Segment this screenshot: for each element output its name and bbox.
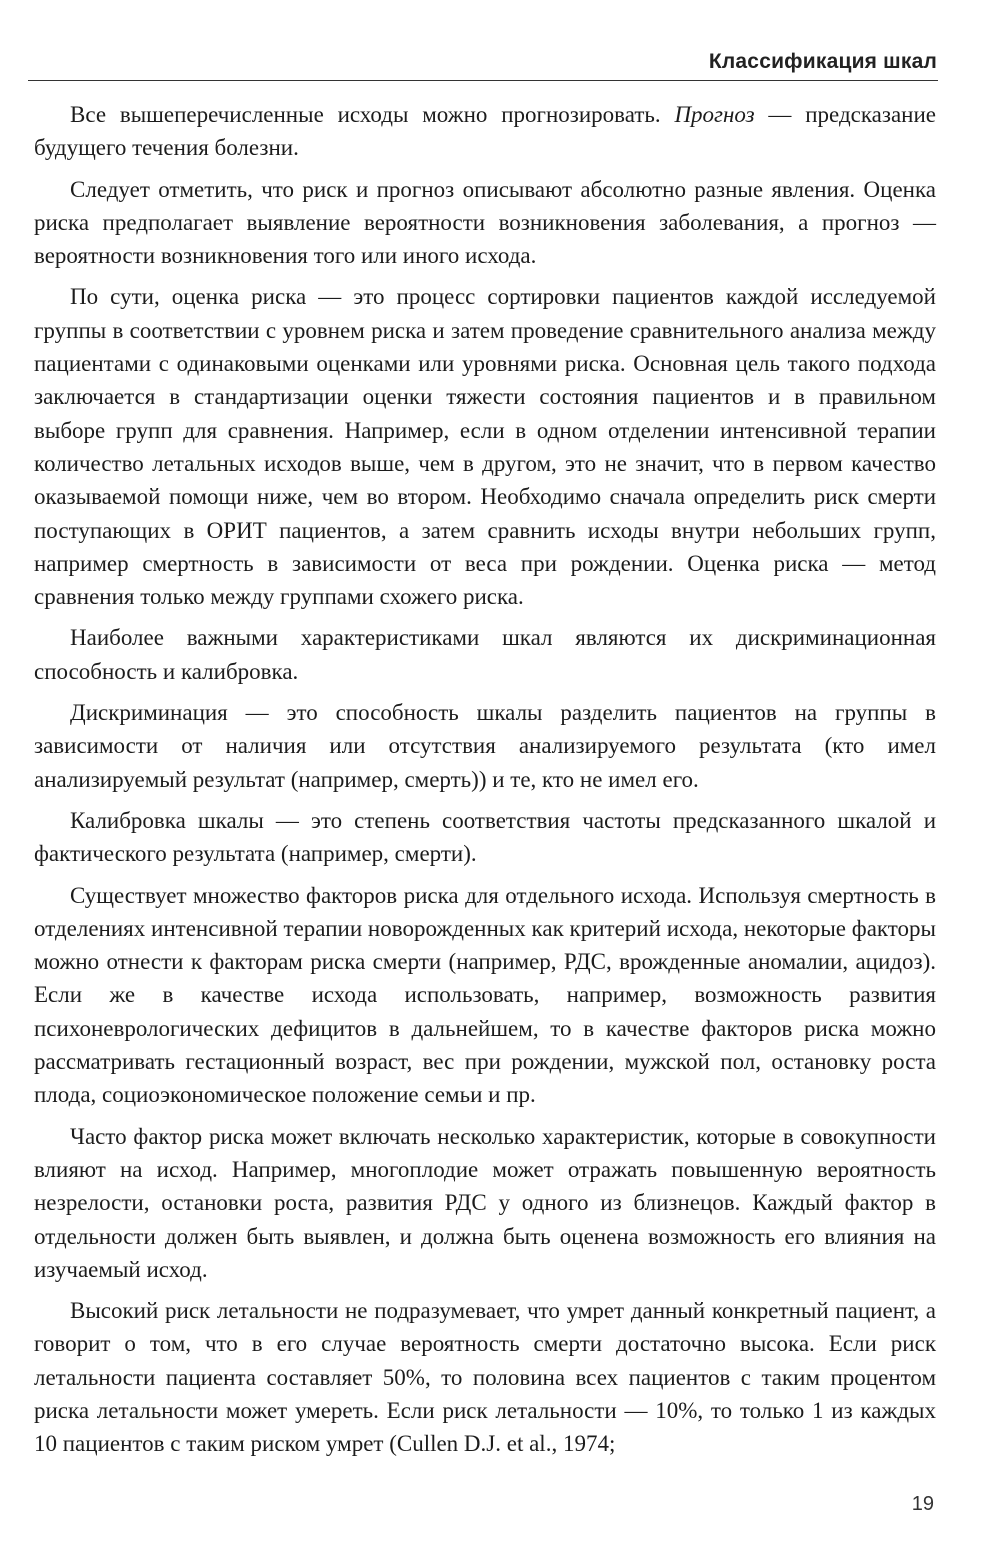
- paragraph-combined-factors: Часто фактор риска может включать несколько характеристик, которые в совокупности влияют на исход. Например, многоплодие может отражать повышенную вероятность незрелости, остановки роста, развития РДС у одного из близнецов. Каждый фактор в отдельности должен быть выявлен, и должна быть оценена возможность его влияния на изучаемый исход.: [34, 1123, 936, 1282]
- header-rule: [28, 80, 938, 81]
- page-number: 19: [911, 1493, 934, 1515]
- paragraph-scale-characteristics: Наиболее важными характеристиками шкал являются их дискриминационная способность и калибровка.: [34, 625, 936, 684]
- paragraph-calibration: Калибровка шкалы — это степень соответствия частоты предсказанного шкалой и фактического результата (например, смерти).: [34, 807, 936, 867]
- paragraph-prognosis-definition: — предсказание будущего течения болезни.: [34, 102, 937, 161]
- paragraph-high-risk: Высокий риск летальности не подразумевает, что умрет данный конкретный пациент, а говорит о том, что в его случае вероятность смерти достаточно высока. Если риск летальности пациента составляет 50%, то половина всех пациентов с таким процентом риска летальности может умереть. Если риск летальности — 10%, то только 1 из каждых 10 пациентов с таким риском умрет (Cullen D.J. et al., 1974;: [34, 1298, 936, 1457]
- paragraph-risk-vs-prognosis: Следует отметить, что риск и прогноз описывают абсолютно разные явления. Оценка риска предполагает выявление вероятности возникновения заболевания, а прогноз — вероятности возникновения того или иного исхода.: [34, 176, 936, 269]
- paragraph-discrimination: Дискриминация — это способность шкалы разделить пациентов на группы в зависимости от наличия или отсутствия анализируемого результата (кто имел анализируемый результат (например, смерть)) и те, кто не имел его.: [34, 700, 936, 792]
- paragraph-prognosis: [34, 98, 936, 165]
- paragraph-risk-factors: Существует множество факторов риска для отдельного исхода. Используя смертность в отделениях интенсивной терапии новорожденных как критерий исхода, некоторые факторы можно отнести к факторам риска смерти (например, РДС, врожденные аномалии, ацидоз). Если же в качестве исхода использовать, например, возможность развития психоневрологических дефицитов в дальнейшем, то в качестве факторов риска можно рассматривать гестационный возраст, вес при рождении, мужской пол, остановку роста плода, социоэкономическое положение семьи и пр.: [34, 882, 936, 1108]
- term-prognosis: Прогноз: [674, 102, 755, 127]
- running-header-title: Классификация шкал: [708, 50, 937, 73]
- paragraph-prognosis-lead: Все вышеперечисленные исходы можно прогнозировать.: [70, 102, 675, 127]
- body-text: [34, 98, 936, 1469]
- paragraph-risk-assessment: По сути, оценка риска — это процесс сортировки пациентов каждой исследуемой группы в соответствии с уровнем риска и затем проведение сравнительного анализа между пациентами с одинаковыми оценками или уровнями риска. Основная цель такого подхода заключается в стандартизации оценки тяжести состояния пациентов и в правильном выборе групп для сравнения. Например, если в одном отделении интенсивной терапии количество летальных исходов выше, чем в другом, это не значит, что в первом качество оказываемой помощи ниже, чем во втором. Необходимо сначала определить риск смерти поступающих в ОРИТ пациентов, а затем сравнить исходы внутри небольших групп, например смертность в зависимости от веса при рождении. Оценка риска — метод сравнения только между группами схожего риска.: [34, 284, 936, 610]
